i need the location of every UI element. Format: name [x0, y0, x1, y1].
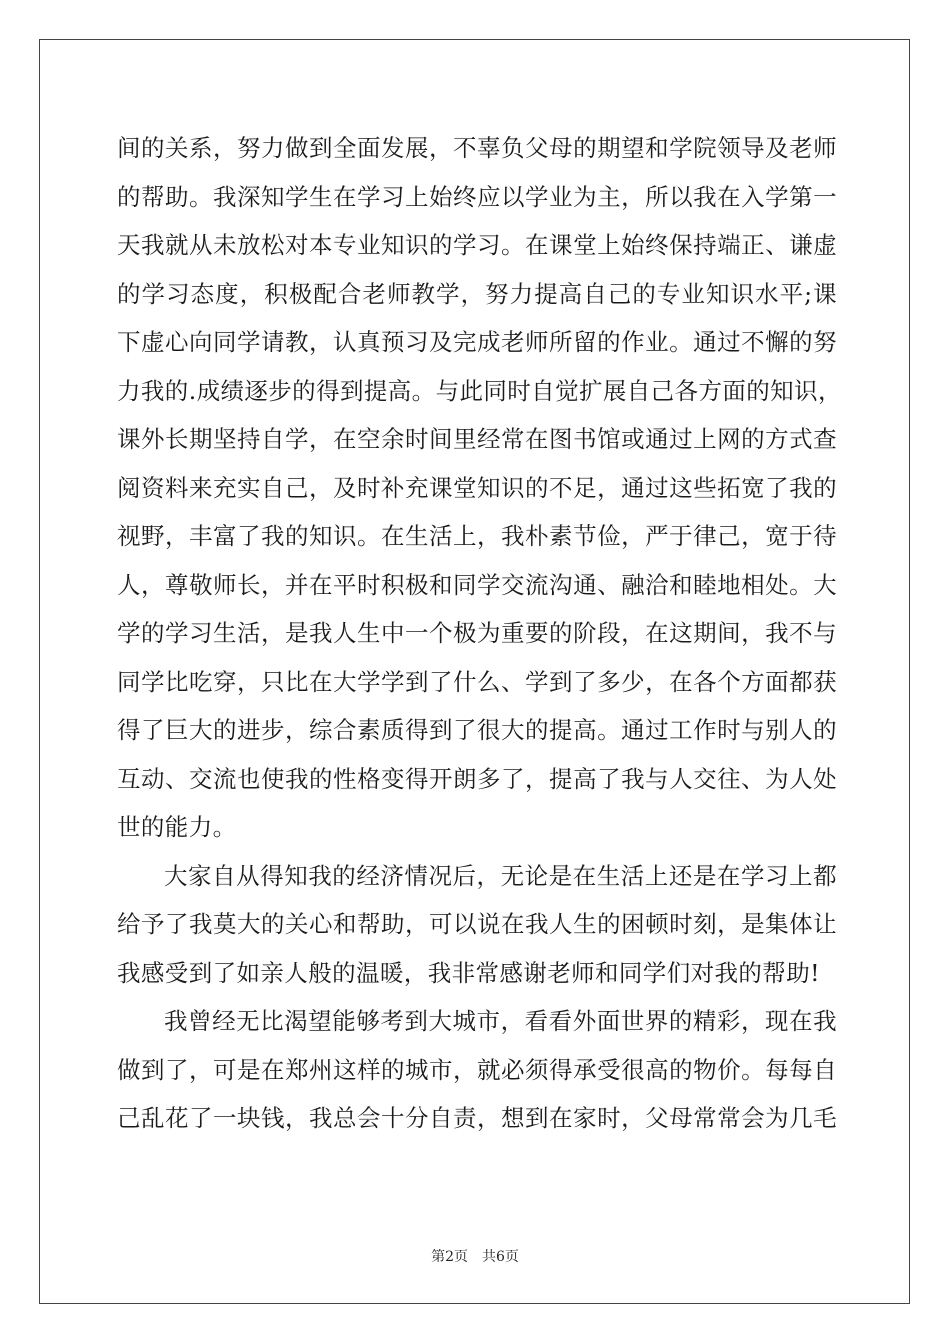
document-body	[117, 124, 842, 1143]
text-line: 同学比吃穿，只比在大学学到了什么、学到了多少，在各个方面都获	[117, 667, 837, 696]
paragraph-start-line: 我曾经无比渴望能够考到大城市，看看外面世界的精彩，现在我	[164, 1007, 837, 1035]
text-line: 给予了我莫大的关心和帮助，可以说在我人生的困顿时刻，是集体让	[117, 910, 837, 938]
text-line: 学的学习生活，是我人生中一个极为重要的阶段，在这期间，我不与	[117, 619, 837, 647]
text-line: 世的能力。	[117, 813, 237, 841]
text-line: 阅资料来充实自己，及时补充课堂知识的不足，通过这些拓宽了我的	[117, 473, 837, 502]
text-line: 间的关系，努力做到全面发展，不辜负父母的期望和学院领导及老师	[117, 134, 837, 162]
text-line: 人，尊敬师长，并在平时积极和同学交流沟通、融洽和睦地相处。大	[117, 570, 837, 599]
text-line: 的学习态度，积极配合老师教学，努力提高自己的专业知识水平;课	[117, 279, 837, 308]
text-line: 我感受到了如亲人般的温暖，我非常感谢老师和同学们对我的帮助!	[117, 958, 820, 987]
paragraph-start-line: 大家自从得知我的经济情况后，无论是在生活上还是在学习上都	[164, 861, 837, 890]
text-line: 天我就从未放松对本专业知识的学习。在课堂上始终保持端正、谦虚	[117, 231, 837, 259]
text-line: 得了巨大的进步，综合素质得到了很大的提高。通过工作时与别人的	[117, 716, 837, 744]
text-line: 做到了，可是在郑州这样的城市，就必须得承受很高的物价。每每自	[117, 1055, 837, 1084]
text-line: 的帮助。我深知学生在学习上始终应以学业为主，所以我在入学第一	[117, 182, 837, 211]
text-line: 视野，丰富了我的知识。在生活上，我朴素节俭，严于律己，宽于待	[117, 522, 837, 550]
text-line: 课外长期坚持自学，在空余时间里经常在图书馆或通过上网的方式查	[117, 425, 837, 453]
text-line: 下虚心向同学请教，认真预习及完成老师所留的作业。通过不懈的努	[117, 328, 837, 356]
text-line: 力我的.成绩逐步的得到提高。与此同时自觉扩展自己各方面的知识，	[117, 376, 842, 405]
text-line: 己乱花了一块钱，我总会十分自责，想到在家时，父母常常会为几毛	[117, 1104, 837, 1132]
text-line: 互动、交流也使我的性格变得开朗多了，提高了我与人交往、为人处	[117, 764, 837, 793]
page-number-footer: 第2页 共6页	[431, 1249, 519, 1265]
